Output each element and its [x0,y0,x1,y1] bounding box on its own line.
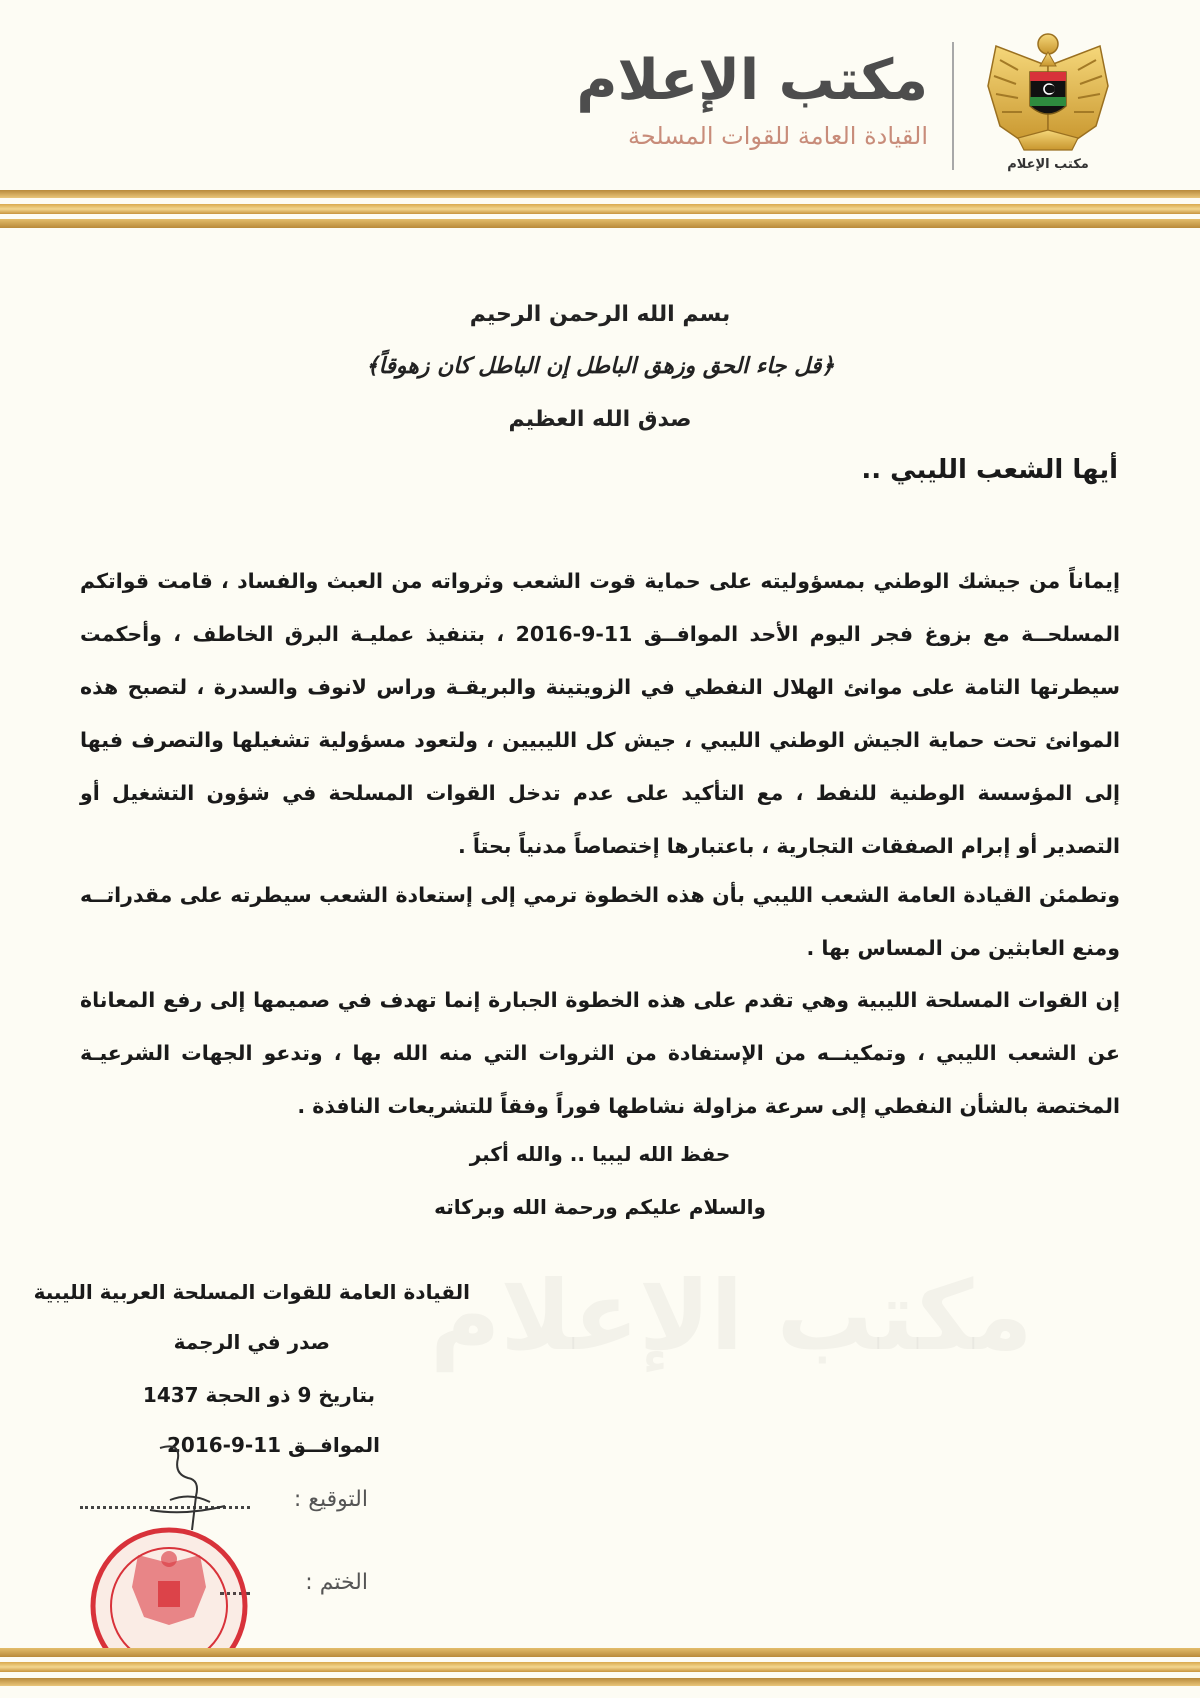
issued-place: صدر في الرجمة [173,1330,330,1354]
office-subtitle: القيادة العامة للقوات المسلحة [627,122,928,150]
emblem-caption: مكتب الإعلام [1007,157,1089,172]
gold-band-bottom [0,1648,1200,1688]
body-paragraph: إن القوات المسلحة الليبية وهي تقدم على هذه الخطوة الجبارة إنما تهدف في صميمها إلى رفع المعاناة عن الشعب الليبي ، وتمكينــه من الإستفادة من الثروات التي منه الله بها ، وتدعو الجهات الشرعيـة المختصة بالشأن النفطي إلى سرعة مزاولة نشاطها فوراً وفقاً للتشريعات النافذة . [80,988,1120,1118]
closing-line: حفظ الله ليبيا .. والله أكبر [469,1142,731,1166]
hijri-date: بتاريخ 9 ذو الحجة 1437 [142,1383,375,1407]
quran-verse: ﴿قل جاء الحق وزهق الباطل إن الباطل كان زهوقاً﴾ [365,354,835,379]
sadaqa-line: صدق الله العظيم [508,407,692,432]
closing-line: والسلام عليكم ورحمة الله وبركاته [434,1195,766,1219]
seal-label: الختم : [305,1570,368,1595]
eagle-emblem-logo [978,26,1118,176]
gregorian-date: الموافــق 11-9-2016 [167,1433,380,1457]
greeting: أيها الشعب الليبي .. [861,455,1118,485]
signature-label: التوقيع : [293,1487,368,1512]
gold-band-top [0,190,1200,228]
letterhead [0,0,1200,190]
body-paragraph: وتطمئن القيادة العامة الشعب الليبي بأن هذه الخطوة ترمي إلى إستعادة الشعب سيطرته على مقدراتــه ومنع العابثين من المساس بها . [80,883,1120,960]
issuing-command: القيادة العامة للقوات المسلحة العربية الليبية [33,1280,470,1304]
eagle-emblem-icon [978,26,1118,176]
basmala: بسم الله الرحمن الرحيم [469,302,731,327]
header-divider [952,42,954,170]
body-paragraph: إيماناً من جيشك الوطني بمسؤوليته على حماية قوت الشعب وثرواته من العبث والفساد ، قامت قواتكم المسلحــة مع بزوغ فجر اليوم الأحد الموافــق 11-9-2016 ، بتنفيذ عمليـة البرق الخاطف ، وأحكمت سيطرتها التامة على موانئ الهلال النفطي في الزويتينة والبريقـة وراس لانوف والسدرة ، لتصبح هذه الموانئ تحت حماية الجيش الوطني الليبي ، جيش كل الليبيين ، ولتعود مسؤولية تشغيلها والتصرف فيها إلى المؤسسة الوطنية للنفط ، مع التأكيد على عدم تدخل القوات المسلحة في شؤون التشغيل أو التصدير أو إبرام الصفقات التجارية ، باعتبارها إختصاصاً مدنياً بحتاً . [80,569,1121,858]
watermark-logo: مكتب الإعلام [430,1260,1033,1372]
office-title: مكتب الإعلام [576,48,928,113]
